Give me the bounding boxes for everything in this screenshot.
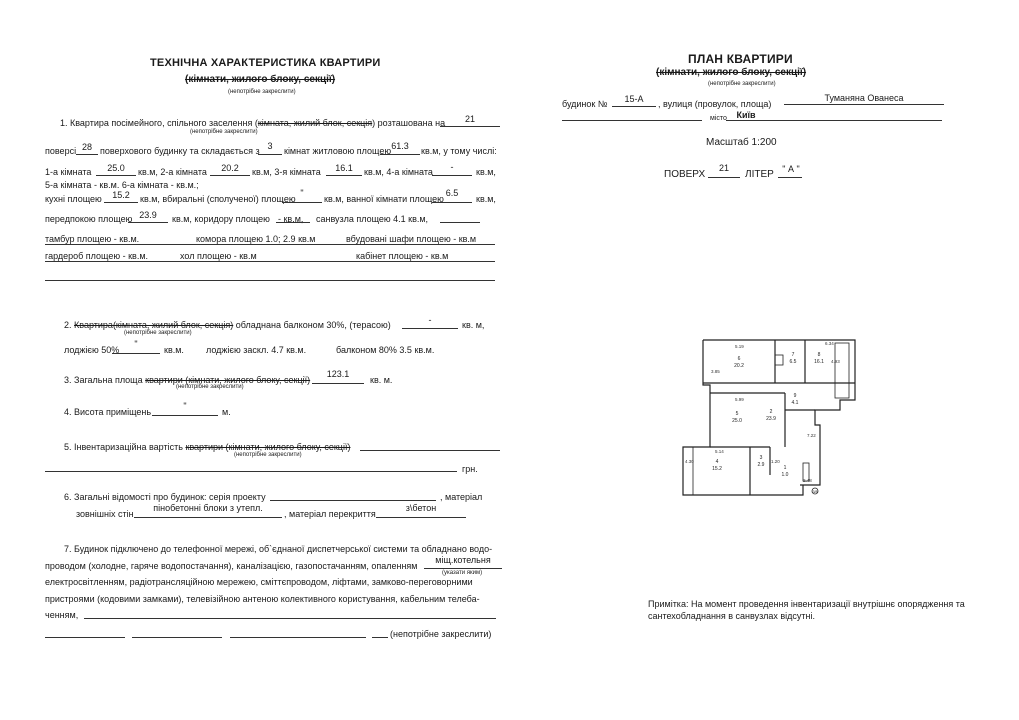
s3-total: 123.1 — [326, 369, 350, 379]
s5-line-underline — [360, 450, 500, 451]
s1-line8-underline — [45, 261, 495, 262]
plan-room-1-no: 1 — [783, 465, 787, 471]
s1-kitchen-label: кухні площею — [45, 194, 102, 204]
plan-dim-5: 5.99 — [735, 397, 744, 402]
s1-wc-b: кв.м, ванної кімнати площею — [324, 194, 444, 204]
s1-corridor: - кв.м, — [278, 214, 304, 224]
s1-line2-c: кімнат житловою площею — [284, 146, 392, 156]
plan-room-6-area: 20.2 — [734, 363, 744, 369]
house-label: будинок № — [562, 99, 608, 109]
s7-line4: пристроями (кодовими замками), телевізійною антеною колективного користування, кабельним телеба- — [45, 594, 480, 604]
s1-line7-c: вбудовані шафи площею - кв.м — [346, 234, 477, 244]
plan-room-2-no: 2 — [769, 409, 773, 415]
s7-heating-underline — [424, 568, 502, 569]
house-no-underline — [612, 106, 656, 107]
s1-bath-unit: кв.м, — [476, 194, 496, 204]
liter-underline — [778, 177, 802, 178]
plan-dim-2: 3.85 — [711, 369, 720, 374]
plan-dim-1: 5.19 — [735, 344, 744, 349]
s1-wc-underline — [282, 202, 322, 203]
floor-underline — [708, 177, 740, 178]
s1-r2-label: кв.м, 2-а кімната — [138, 167, 207, 177]
s1-hall-underline — [128, 222, 168, 223]
s1-living-underline — [380, 154, 420, 155]
scale: Масштаб 1:200 — [706, 137, 777, 148]
street: Туманяна Ованеса — [824, 93, 904, 103]
s4-height-underline — [152, 415, 218, 416]
s6-walls-label: зовнішніх стін — [76, 509, 134, 519]
s7-line2: проводом (холодне, гаряче водопостачання), каналізацією, газопостачанням, опаленням — [45, 561, 418, 571]
s2-line2-a: лоджією 50% — [64, 345, 120, 355]
plan-room-1-area: 1.0 — [781, 472, 789, 478]
plan-room-4-area: 15.2 — [712, 466, 722, 472]
s1-hall-b: кв.м, коридору площею — [172, 214, 270, 224]
city-pre-underline — [562, 120, 702, 121]
s1-corridor-underline — [276, 222, 310, 223]
s1-rooms-underline — [258, 154, 282, 155]
s1-r4-unit: кв.м, — [476, 167, 496, 177]
s1-r3: 16.1 — [335, 163, 353, 173]
s7-blank-2 — [132, 637, 222, 638]
s7-heating-note: (указати яким) — [442, 570, 483, 576]
s5-value-line — [45, 471, 457, 472]
s4-label: 4. Висота приміщень — [64, 407, 152, 417]
liter-value: " А " — [782, 164, 800, 174]
plan-balcony — [835, 343, 849, 398]
plan-room-8-no: 8 — [817, 352, 821, 358]
city: Київ — [736, 110, 756, 120]
s1-kitchen: 15.2 — [112, 190, 130, 200]
plan-dim-9: 2.48 — [803, 478, 812, 483]
s6-floors-label: , матеріал перекриття — [284, 509, 376, 519]
s2-note: (непотрібне закреслити) — [124, 330, 192, 336]
plan-room-7-no: 7 — [791, 352, 795, 358]
s6-walls: пінобетонні блоки з утепл. — [153, 503, 263, 513]
s2-terrace: - — [428, 315, 432, 325]
right-title: ПЛАН КВАРТИРИ — [688, 52, 793, 66]
s7-note: (непотрібне закреслити) — [390, 629, 492, 639]
s1-line8-b: хол площею - кв.м — [180, 251, 257, 261]
s6-walls-underline — [134, 517, 282, 518]
s6-line1: 6. Загальні відомості про будинок: серія проекту — [64, 492, 266, 502]
plan-fixture-1 — [775, 355, 783, 365]
s1-r2-underline — [210, 175, 250, 176]
s1-hall: 23.9 — [139, 210, 157, 220]
plan-room-4-no: 4 — [715, 459, 719, 465]
plan-dim-4: 4.93 — [831, 359, 840, 364]
s1-hall-c: санвузла площею 4.1 кв.м, — [316, 214, 429, 224]
plan-room-9-no: 9 — [793, 393, 797, 399]
s5-note: (непотрібне закреслити) — [234, 452, 302, 458]
s1-hall-c-underline — [440, 222, 480, 223]
s1-kitchen-underline — [104, 202, 138, 203]
s1-line2-a: поверсі — [45, 146, 77, 156]
plan-room-3-no: 3 — [759, 455, 763, 461]
s1-line2-d: кв.м, у тому числі: — [421, 146, 497, 156]
plan-dim-10: 4.30 — [685, 459, 694, 464]
plan-dim-6: 7.22 — [807, 433, 816, 438]
plan-mark: 3/8 — [812, 490, 818, 494]
left-subtitle: (кімнати, жилого блоку, секції) — [185, 74, 336, 85]
s5-unit: грн. — [462, 464, 478, 474]
left-title: ТЕХНІЧНА ХАРАКТЕРИСТИКА КВАРТИРИ — [150, 57, 381, 69]
plan-room-6-no: 6 — [737, 356, 741, 362]
s2-unit: кв. м, — [462, 320, 485, 330]
s7-heating: міщ.котельня — [435, 555, 491, 565]
s1-bath-underline — [432, 202, 472, 203]
s1-r1: 25.0 — [107, 163, 125, 173]
s5-line: 5. Інвентаризаційна вартість квартири (кімнати, жилого блоку, секції) — [64, 442, 351, 452]
floor-value: 21 — [718, 163, 729, 173]
s1-floors-total: 28 — [81, 142, 92, 152]
s1-line8-c: кабінет площею - кв.м — [356, 251, 449, 261]
floor-plan — [675, 335, 860, 505]
city-label: місто — [710, 115, 727, 122]
s1-floor-underline — [440, 126, 500, 127]
s2-loggia-underline — [112, 353, 160, 354]
s6-series-underline — [270, 500, 436, 501]
house-no: 15-А — [624, 94, 644, 104]
s2-terrace-underline — [402, 328, 458, 329]
s1-kitchen-b: кв.м, вбиральні (сполученої) площею — [140, 194, 296, 204]
s1-line4: 5-а кімната - кв.м. 6-а кімната - кв.м.; — [45, 180, 199, 190]
s2-loggia: " — [134, 339, 138, 349]
s1-line1: 1. Квартира посімейного, спільного заселення (кімната, жилий блок, секція) розташована на — [60, 118, 446, 128]
street-label: , вулиця (провулок, площа) — [658, 99, 772, 109]
s2-line1: 2. Квартира(кімната, жилий блок, секція) обладнана балконом 30%, (терасою) — [64, 320, 391, 330]
s1-line7-b: комора площею 1.0; 2.9 кв.м — [196, 234, 316, 244]
s3-unit: кв. м. — [370, 375, 393, 385]
s1-floors-underline — [76, 154, 98, 155]
right-subtitle-note: (непотрібне закреслити) — [708, 81, 776, 87]
s1-line8-a: гардероб площею - кв.м. — [45, 251, 149, 261]
s7-blank-1 — [45, 637, 125, 638]
s7-line3: електросвітленням, радіотрансляційною мережею, сміттєпроводом, ліфтами, замково-переговорними — [45, 577, 473, 587]
s1-r3-label: кв.м, 3-я кімната — [252, 167, 321, 177]
s6-floors: з\бетон — [405, 503, 437, 513]
s1-rooms: 3 — [267, 141, 273, 151]
s2-line2-c: лоджією заскл. 4.7 кв.м. — [206, 345, 307, 355]
plan-dim-3: 6.34 — [825, 341, 834, 346]
liter-label: ЛІТЕР — [745, 169, 774, 180]
s4-unit: м. — [222, 407, 231, 417]
s1-living-area: 61.3 — [391, 141, 409, 151]
s2-line2-d: балконом 80% 3.5 кв.м. — [336, 345, 435, 355]
s1-line7-underline — [45, 244, 495, 245]
s3-total-underline — [312, 383, 364, 384]
s1-note: (непотрібне закреслити) — [190, 129, 258, 135]
s1-r3-underline — [326, 175, 362, 176]
s1-r1-label: 1-а кімната — [45, 167, 92, 177]
s1-line7-a: тамбур площею - кв.м. — [45, 234, 140, 244]
s3-line: 3. Загальна площа квартири (кімнати, жилого блоку, секції) — [64, 375, 311, 385]
plan-dim-7: 5.14 — [715, 449, 724, 454]
s3-note: (непотрібне закреслити) — [176, 384, 244, 390]
plan-room-9-area: 4.1 — [791, 400, 799, 406]
s4-height: " — [183, 401, 187, 411]
s1-blank-line — [45, 280, 495, 281]
plan-room-3-area: 2.9 — [757, 462, 765, 468]
s7-line1: 7. Будинок підключено до телефонної мережі, об`єднаної диспетчерської системи та обладнано водо- — [64, 544, 493, 554]
s7-line5-underline — [84, 618, 496, 619]
s1-line2-b: поверхового будинку та складається з — [100, 146, 260, 156]
plan-room-5-no: 5 — [735, 411, 739, 417]
s7-blank-4 — [372, 637, 388, 638]
floor-label: ПОВЕРХ — [664, 169, 706, 180]
s6-floors-underline — [376, 517, 466, 518]
right-subtitle: (кімнати, жилого блоку, секції) — [656, 67, 807, 78]
plan-dim-8: 1.20 — [771, 459, 780, 464]
s1-r4-underline — [432, 175, 472, 176]
s1-r2: 20.2 — [221, 163, 239, 173]
s6-b: , матеріал — [440, 492, 483, 502]
plan-room-5-area: 25.0 — [732, 418, 742, 424]
street-underline — [784, 104, 944, 105]
plan-room-2-area: 23.9 — [766, 416, 776, 422]
s1-wc: " — [300, 188, 304, 198]
s1-r4: - — [450, 162, 454, 172]
plan-room-8-area: 16.1 — [814, 359, 824, 365]
plan-note: Примітка: На момент проведення інвентаризації внутрішнє опорядження та сантехобладнання в санвузлах відсутні. — [648, 599, 965, 621]
left-subtitle-note: (непотрібне закреслити) — [228, 89, 296, 95]
s7-line5: ченням, — [45, 610, 79, 620]
s1-bath: 6.5 — [445, 188, 459, 198]
s2-line2-b: кв.м. — [164, 345, 184, 355]
city-underline — [726, 120, 942, 121]
s1-r1-underline — [96, 175, 136, 176]
s1-hall-label: передпокою площею — [45, 214, 133, 224]
s7-blank-3 — [230, 637, 366, 638]
plan-room-7-area: 6.5 — [789, 359, 797, 365]
s1-floor: 21 — [464, 114, 475, 124]
s1-r4-label: кв.м, 4-а кімната — [364, 167, 433, 177]
